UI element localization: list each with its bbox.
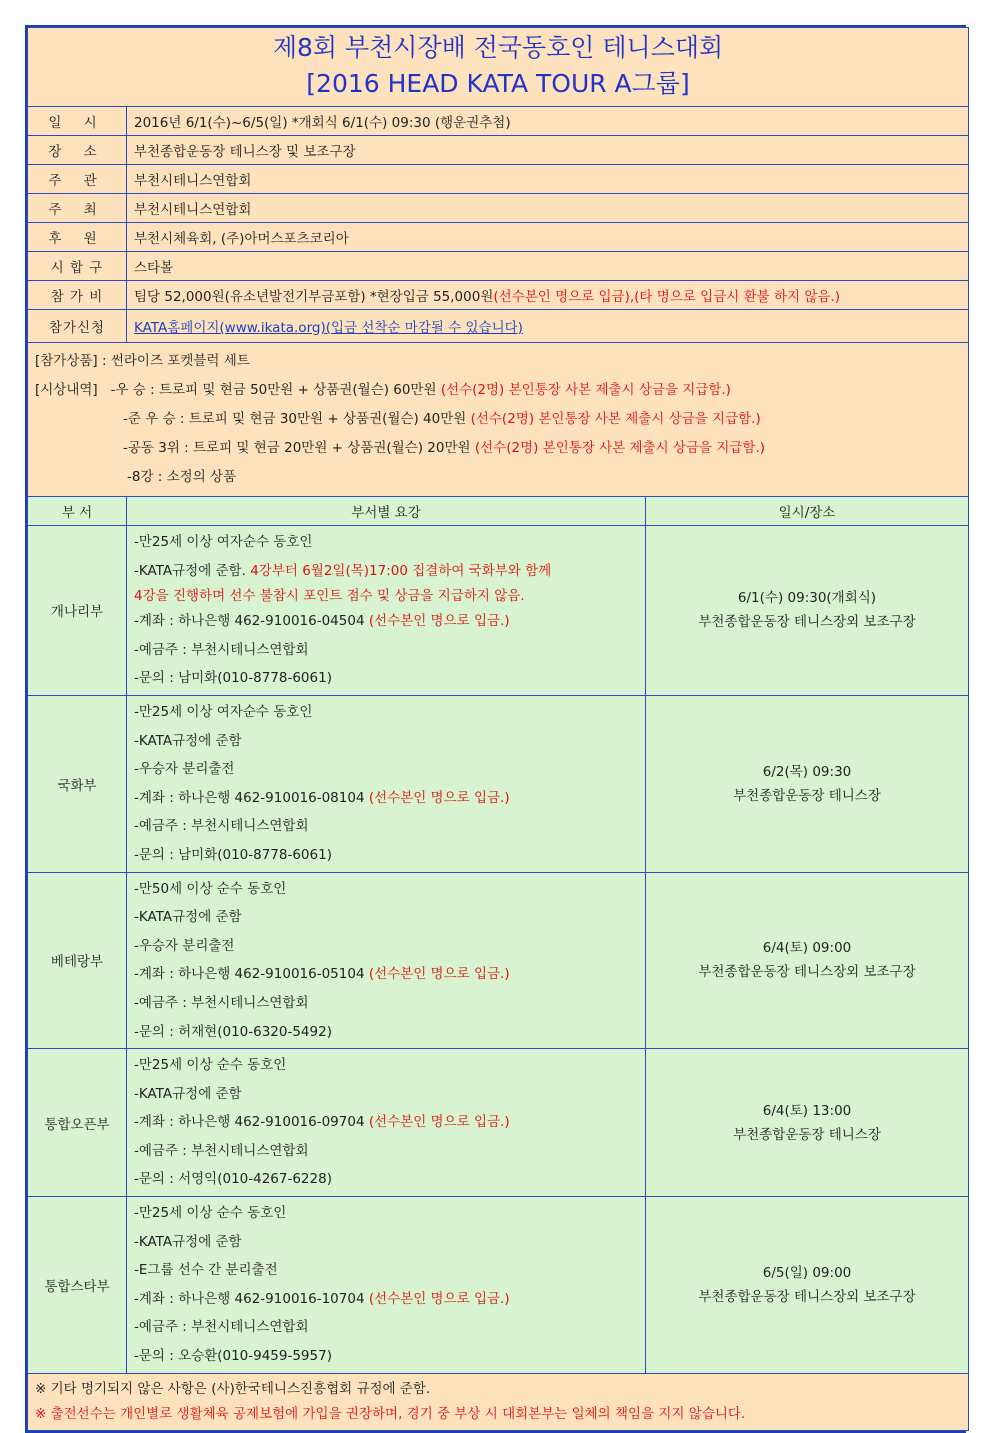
division-details (127, 1197, 646, 1374)
gift-line: [참가상품] : 썬라이즈 포켓블럭 세트 (35, 353, 250, 369)
detail-line: -예금주 : 부천시테니스연합회 (134, 818, 309, 835)
detail-line (134, 607, 638, 636)
account-text: -계좌 : 하나은행 462-910016-08104 (134, 789, 369, 806)
account-note: (선수본인 명으로 입금.) (368, 613, 510, 630)
detail-line: -문의 : 남미화(010-8778-6061) (134, 670, 332, 687)
award-second-note: (선수(2명) 본인통장 사본 제출시 상금을 지급함.) (470, 411, 761, 427)
footer-note-rules: ※ 기타 명기되지 않은 사항은 (사)한국테니스진흥협회 규정에 준함. (35, 1380, 431, 1397)
footer-note-insurance: ※ 출전선수는 개인별로 생활체육 공제보험에 가입을 권장하며, 경기 중 부상 시 대회본부는 일체의 책임을 지지 않습니다. (35, 1405, 746, 1422)
detail-line: -예금주 : 부천시테니스연합회 (134, 641, 309, 658)
detail-line: -문의 : 남미화(010-8778-6061) (134, 846, 332, 863)
detail-line: -E그룹 선수 간 분리출전 (134, 1262, 278, 1279)
detail-line (134, 1285, 638, 1314)
schedule-place: 부천종합운동장 테니스장외 보조구장 (698, 964, 916, 981)
info-label-organizer: 주 관 (28, 165, 127, 194)
account-note: (선수본인 명으로 입금.) (368, 1290, 510, 1307)
info-value-fee (127, 281, 969, 310)
division-name: 개나리부 (28, 526, 127, 696)
detail-line: -문의 : 오승환(010-9459-5957) (134, 1348, 332, 1365)
schedule-place: 부천종합운동장 테니스장외 보조구장 (698, 614, 916, 631)
detail-line: -문의 : 허재현(010-6320-5492) (134, 1023, 332, 1040)
detail-line: -KATA규정에 준함 (134, 1233, 242, 1250)
division-schedule (646, 1197, 969, 1374)
division-row-gaenari (28, 526, 969, 696)
detail-line (134, 557, 638, 586)
division-name: 통합스타부 (28, 1197, 127, 1374)
division-name: 베테랑부 (28, 872, 127, 1049)
detail-line (134, 960, 638, 989)
info-value-organizer: 부천시테니스연합회 (127, 165, 969, 194)
award-second-line (35, 405, 961, 434)
schedule-date: 6/4(토) 09:00 (762, 940, 852, 957)
award-third-text: -공동 3위 : 트로피 및 현금 20만원 + 상품권(월슨) 20만원 (123, 440, 475, 456)
division-row-gukhwa (28, 695, 969, 872)
schedule-place: 부천종합운동장 테니스장외 보조구장 (698, 1288, 916, 1305)
info-label-ball: 시 합 구 (28, 252, 127, 281)
division-name: 국화부 (28, 695, 127, 872)
detail-note: 4강부터 6월2일(목)17:00 집결하여 국화부와 함께 (250, 562, 552, 579)
division-name: 통합오픈부 (28, 1049, 127, 1197)
account-text: -계좌 : 하나은행 462-910016-04504 (134, 613, 369, 630)
info-label-fee: 참 가 비 (28, 281, 127, 310)
footer-notes (28, 1373, 969, 1430)
schedule-date: 6/5(일) 09:00 (762, 1264, 852, 1281)
detail-line: -문의 : 서영익(010-4267-6228) (134, 1171, 332, 1188)
detail-text: -KATA규정에 준함. (134, 562, 251, 579)
award-third-note: (선수(2명) 본인통장 사본 제출시 상금을 지급함.) (474, 440, 766, 456)
division-schedule (646, 1049, 969, 1197)
info-label-date: 일 시 (28, 107, 127, 136)
info-value-venue: 부천종합운동장 테니스장 및 보조구장 (127, 136, 969, 165)
detail-line: -KATA규정에 준함 (134, 909, 242, 926)
division-details (127, 1049, 646, 1197)
division-schedule (646, 526, 969, 696)
account-note: (선수본인 명으로 입금.) (368, 966, 510, 983)
award-second-text: -준 우 승 : 트로피 및 현금 30만원 + 상품권(월슨) 40만원 (123, 411, 471, 427)
detail-line: 4강을 진행하며 선수 불참시 포인트 점수 및 상금을 지급하지 않음. (134, 588, 525, 605)
account-note: (선수본인 명으로 입금.) (368, 1114, 510, 1131)
schedule-date: 6/4(토) 13:00 (762, 1102, 852, 1119)
tournament-notice (25, 25, 966, 1433)
info-label-venue: 장 소 (28, 136, 127, 165)
info-value-apply (127, 310, 969, 343)
award-first-line (35, 376, 961, 405)
info-label-sponsor: 후 원 (28, 223, 127, 252)
detail-line: -KATA규정에 준함 (134, 1085, 242, 1102)
division-schedule (646, 695, 969, 872)
detail-line: -만25세 이상 여자순수 동호인 (134, 534, 313, 550)
schedule-date: 6/2(목) 09:30 (762, 763, 852, 780)
header-schedule: 일시/장소 (646, 497, 969, 526)
division-details (127, 872, 646, 1049)
detail-line: -만25세 이상 순수 동호인 (134, 1057, 287, 1074)
detail-line (134, 1108, 638, 1137)
detail-line: -KATA규정에 준함 (134, 732, 242, 749)
apply-link[interactable]: KATA홈페이지(www.ikata.org)(입금 선착순 마감될 수 있습니다) (134, 320, 523, 336)
page-title (28, 28, 969, 107)
info-label-host: 주 최 (28, 194, 127, 223)
header-division: 부 서 (28, 497, 127, 526)
account-text: -계좌 : 하나은행 462-910016-05104 (134, 966, 369, 983)
info-value-host: 부천시테니스연합회 (127, 194, 969, 223)
division-row-veteran (28, 872, 969, 1049)
fee-text: 팀당 52,000원(유소년발전기부금포함) *현장입금 55,000원 (134, 289, 494, 305)
award-first-note: (선수(2명) 본인통장 사본 제출시 상금을 지급함.) (440, 382, 731, 398)
division-details (127, 695, 646, 872)
account-note: (선수본인 명으로 입금.) (368, 789, 510, 806)
info-value-date: 2016년 6/1(수)~6/5(일) *개회식 6/1(수) 09:30 (행운권추첨) (127, 107, 969, 136)
awards-label: [시상내역] (35, 382, 98, 398)
fee-warning: (선수본인 명으로 입금),(타 명으로 입금시 환불 하지 않음.) (493, 289, 840, 305)
award-third-line (35, 434, 961, 463)
info-value-sponsor: 부천시체육회, (주)아머스포츠코리아 (127, 223, 969, 252)
division-schedule (646, 872, 969, 1049)
detail-line: -우승자 분리출전 (134, 937, 235, 954)
division-row-star (28, 1197, 969, 1374)
account-text: -계좌 : 하나은행 462-910016-09704 (134, 1114, 369, 1131)
detail-line: -만50세 이상 순수 동호인 (134, 880, 287, 897)
detail-line: -예금주 : 부천시테니스연합회 (134, 1319, 309, 1336)
schedule-date: 6/1(수) 09:30(개회식) (737, 590, 877, 607)
notice-table (27, 27, 969, 1431)
info-label-apply: 참가신청 (28, 310, 127, 343)
header-details: 부서별 요강 (127, 497, 646, 526)
detail-line: -만25세 이상 순수 동호인 (134, 1205, 287, 1222)
detail-line: -예금주 : 부천시테니스연합회 (134, 1142, 309, 1159)
detail-line: -우승자 분리출전 (134, 761, 235, 778)
prize-section (28, 343, 969, 497)
detail-line: -예금주 : 부천시테니스연합회 (134, 994, 309, 1011)
detail-line: -만25세 이상 여자순수 동호인 (134, 703, 313, 720)
title-line-2: [2016 HEAD KATA TOUR A그룹] (306, 69, 690, 98)
schedule-place: 부천종합운동장 테니스장 (733, 1126, 881, 1143)
award-quarter-line: -8강 : 소정의 상품 (127, 469, 237, 485)
title-line-1: 제8회 부천시장배 전국동호인 테니스대회 (272, 33, 724, 62)
division-row-open (28, 1049, 969, 1197)
info-value-ball: 스타볼 (127, 252, 969, 281)
account-text: -계좌 : 하나은행 462-910016-10704 (134, 1290, 369, 1307)
schedule-place: 부천종합운동장 테니스장 (733, 787, 881, 804)
division-details (127, 526, 646, 696)
detail-line (134, 784, 638, 813)
award-first-text: -우 승 : 트로피 및 현금 50만원 + 상품권(월슨) 60만원 (110, 382, 441, 398)
